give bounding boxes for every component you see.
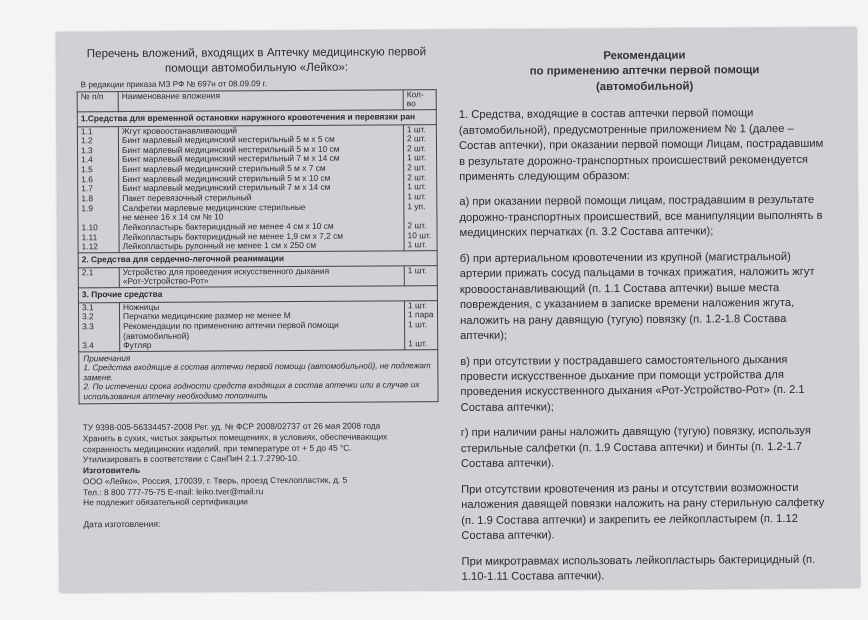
contents-list-column xyxy=(76,44,439,530)
item-quantities xyxy=(404,300,437,349)
list-line: 10 шт. xyxy=(407,229,432,241)
paragraph-g: г) при наличии раны наложить давящую (тугую) повязку, используя стерильные салфетки (п. 1.9 Состава аптечки) и бинты (п. 1.2-1.7 Состава аптечки). xyxy=(460,425,811,471)
list-line: 1 пара xyxy=(407,309,434,320)
note-1: 1. Средства входящие в состав аптечки первой помощи (автомобильной), не подлежат замене. xyxy=(83,361,431,383)
list-line: 1 шт. xyxy=(407,239,427,250)
list-line: Бинт марлевый медицинский стерильный 5 м х 7 см xyxy=(122,162,326,175)
list-line: (автомобильной) xyxy=(123,330,190,341)
notes-box xyxy=(78,350,438,404)
list-line: Бинт марлевый медицинский нестерильный 5 м х 5 см xyxy=(121,133,335,146)
list-line: Перчатки медицинские размер не менее М xyxy=(123,310,291,322)
paragraph-no-bleeding: При отсутствии кровотечения из раны и отсутствии возможности наложения давящей повязки наложить на рану стерильную салфетку (п. 1.9 Состава аптечки) и закрепить ее лейкопластырем (п. 1.12 Состава аптечки). xyxy=(461,481,825,543)
list-line: 2 шт. xyxy=(407,171,427,183)
contents-table xyxy=(77,89,439,353)
list-line: 1.2 xyxy=(80,135,93,146)
contents-title: Перечень вложений, входящих в Аптечку медицинскую первой помощи автомобильную «Лейко»: xyxy=(86,45,427,75)
list-line: не менее 16 х 14 см № 10 xyxy=(122,211,224,223)
list-line: Бинт марлевый медицинский нестерильный 7 м х 14 см xyxy=(122,153,340,165)
list-line: 1 шт. xyxy=(407,152,427,163)
list-line: 1 шт. xyxy=(407,191,427,202)
list-line: 1.5 xyxy=(81,164,93,175)
list-line: Бинт марлевый медицинский стерильный 7 м х 14 см xyxy=(122,182,331,194)
list-line: 1 шт. xyxy=(407,181,427,192)
storage-line-2: сохранность медицинских изделий, при температуре от + 5 до 45 °С. xyxy=(82,442,352,454)
manufacturer-contacts: Тел.: 8 800 777-75-75 E-mail: leiko.tver@mail.ru xyxy=(83,485,264,497)
item-names xyxy=(118,124,404,252)
item-numbers xyxy=(77,126,119,253)
list-line: 1.11 xyxy=(81,231,98,243)
list-line: 1.1 xyxy=(80,125,93,136)
list-line: 1 уп. xyxy=(407,200,426,212)
list-line: 1.4 xyxy=(81,154,93,165)
paragraph-b: б) при артериальном кровотечении из крупной (магистральной) артерии прижать сосуд пальцами в точках прижатия, наложить жгут кровоостанавливающий (п. 1.1 Состава аптечки) выше места повреждения, с указанием в записке времени наложения жгута, наложить на рану давящую (тугую) повязку (п. 1.2-1.8 Состава аптечки); xyxy=(459,250,815,343)
manufacturer-address: ООО «Лейко», Россия, 170039, г. Тверь, проезд Стеклопластик, д. 5 xyxy=(83,474,348,487)
list-line: 2.1 xyxy=(81,266,94,278)
section-1-items xyxy=(77,124,437,253)
list-line: 1.3 xyxy=(80,145,93,156)
list-line: 2 шт. xyxy=(406,143,426,154)
title-line: (автомобильной) xyxy=(595,80,694,93)
list-line: Лейкопластырь бактерицидный не менее 1,9 см х 7,2 см xyxy=(122,230,344,242)
list-line: 1.7 xyxy=(81,183,93,194)
list-line: 1.10 xyxy=(81,222,98,233)
notes-heading: Примечания xyxy=(83,353,131,364)
header-num: № п/п xyxy=(77,91,118,112)
list-line: 3.4 xyxy=(82,340,94,351)
leaflet-sheet xyxy=(56,28,859,593)
storage-line-1: Хранить в сухих, чистых закрытых помещениях, в условиях, обеспечивающих xyxy=(82,431,388,444)
list-line: Бинт марлевый медицинский нестерильный 5 м х 10 см xyxy=(121,143,340,155)
item-numbers xyxy=(78,302,119,352)
list-line: 1 шт. xyxy=(406,123,426,134)
list-line: 1.8 xyxy=(81,193,93,204)
recommendations-title xyxy=(458,48,830,96)
paragraph-microtrauma: При микротравмах использовать лейкопластырь бактерицидный (п. 1.10-1.11 Состава аптечки). xyxy=(461,553,816,583)
paragraph-a: а) при оказании первой помощи лицам, пострадавшим в результате дорожно-транспортных происшествий, все манипуляции выполнять в медицинских перчатках (п. 3.2 Состава аптечки); xyxy=(459,194,823,240)
list-line: Устройство для проведения искусственного дыхания xyxy=(122,265,330,277)
footer-info xyxy=(79,420,440,508)
list-line: Рекомендации по применению аптечки первой помощи xyxy=(123,319,339,332)
item-quantities xyxy=(404,265,437,286)
list-line: 3.1 xyxy=(81,301,94,312)
manufacturer-label: Изготовитель xyxy=(82,465,141,476)
disposal-line: Утилизировать в соответствии с СанПиН 2.1.7.2790-10. xyxy=(82,453,300,465)
paragraph-v: в) при отсутствии у пострадавшего самостоятельного дыхания провести искусственное дыхание при помощи устройства для проведения искусственного дыхания «Рот-Устройство-Рот» (п. 2.1 Состава аптечки); xyxy=(460,353,805,414)
list-line: Лейкопластырь бактерицидный не менее 4 см х 10 см xyxy=(122,220,334,233)
list-line: Ножницы xyxy=(122,301,160,312)
list-line: 1 шт. xyxy=(407,264,427,276)
list-line: 2 шт. xyxy=(407,162,427,173)
item-names xyxy=(119,300,404,351)
certification-note: Не подлежит обязательной сертификации xyxy=(83,496,248,508)
section-2-items xyxy=(78,265,437,288)
list-line: 3.3 xyxy=(82,321,94,332)
manufacture-date-label: Дата изготовления: xyxy=(83,518,161,530)
header-name: Наименование вложения xyxy=(118,89,403,111)
table-header-row xyxy=(77,89,436,112)
list-line: 1 шт. xyxy=(407,299,427,310)
list-line: 2 шт. xyxy=(406,133,426,144)
list-line: «Рот-Устройство-Рот» xyxy=(122,275,209,287)
item-names xyxy=(119,266,404,288)
list-line: Бинт марлевый медицинский стерильный 5 м х 10 см xyxy=(122,172,331,184)
title-line: Рекомендации xyxy=(603,49,686,63)
item-numbers xyxy=(78,267,119,288)
paragraph-intro: 1. Средства, входящие в состав аптечки первой помощи (автомобильной), предусмотренные приложением № 1 (далее – Состав аптечки), при оказании первой помощи Лицам, пострадавшим в результате дорожно-транспортных происшествий рекомендуется применять следующим образом: xyxy=(458,107,824,183)
list-line: Лейкопластырь рулонный не менее 1 см х 250 см xyxy=(122,240,317,252)
recommendations-column xyxy=(458,48,833,596)
list-line: 2 шт. xyxy=(407,220,427,231)
note-2: 2. По истечении срока годности средств входящих в состав аптечки или в случае их использования аптечку необходимо пополнить xyxy=(83,380,420,401)
title-line: по применению аптечки первой помощи xyxy=(529,64,760,78)
item-quantities xyxy=(403,124,437,251)
section-title: 2. Средства для сердечно-легочной реанимации xyxy=(78,251,437,268)
edition-note: В редакции приказа МЗ РФ № 697н от 08.09.09 г. xyxy=(80,79,267,90)
list-line: 1 шт. xyxy=(408,338,428,349)
list-line: 1 шт. xyxy=(408,319,428,330)
list-line: Пакет перевязочный стерильный xyxy=(122,192,252,204)
list-line: 3.2 xyxy=(82,311,94,322)
list-line: Жгут кровоостанавливающий xyxy=(121,124,237,136)
header-qty: Кол-во xyxy=(403,89,436,110)
list-line: 1.9 xyxy=(81,202,94,214)
section-title: 3. Прочие средства xyxy=(78,286,437,303)
list-line: 1.6 xyxy=(81,174,93,185)
list-line: Футляр xyxy=(123,340,152,351)
section-3-items xyxy=(78,300,437,351)
section-title: 1.Средства для временной остановки наружного кровотечения и перевязки ран xyxy=(77,109,436,126)
list-line: 1.12 xyxy=(81,241,98,252)
list-line: Салфетки марлевые медицинские стерильные xyxy=(122,201,306,213)
tu-registration: ТУ 9398-005-56334457-2008 Рег. уд. № ФСР 2008/02737 от 26 мая 2008 года xyxy=(82,420,381,433)
